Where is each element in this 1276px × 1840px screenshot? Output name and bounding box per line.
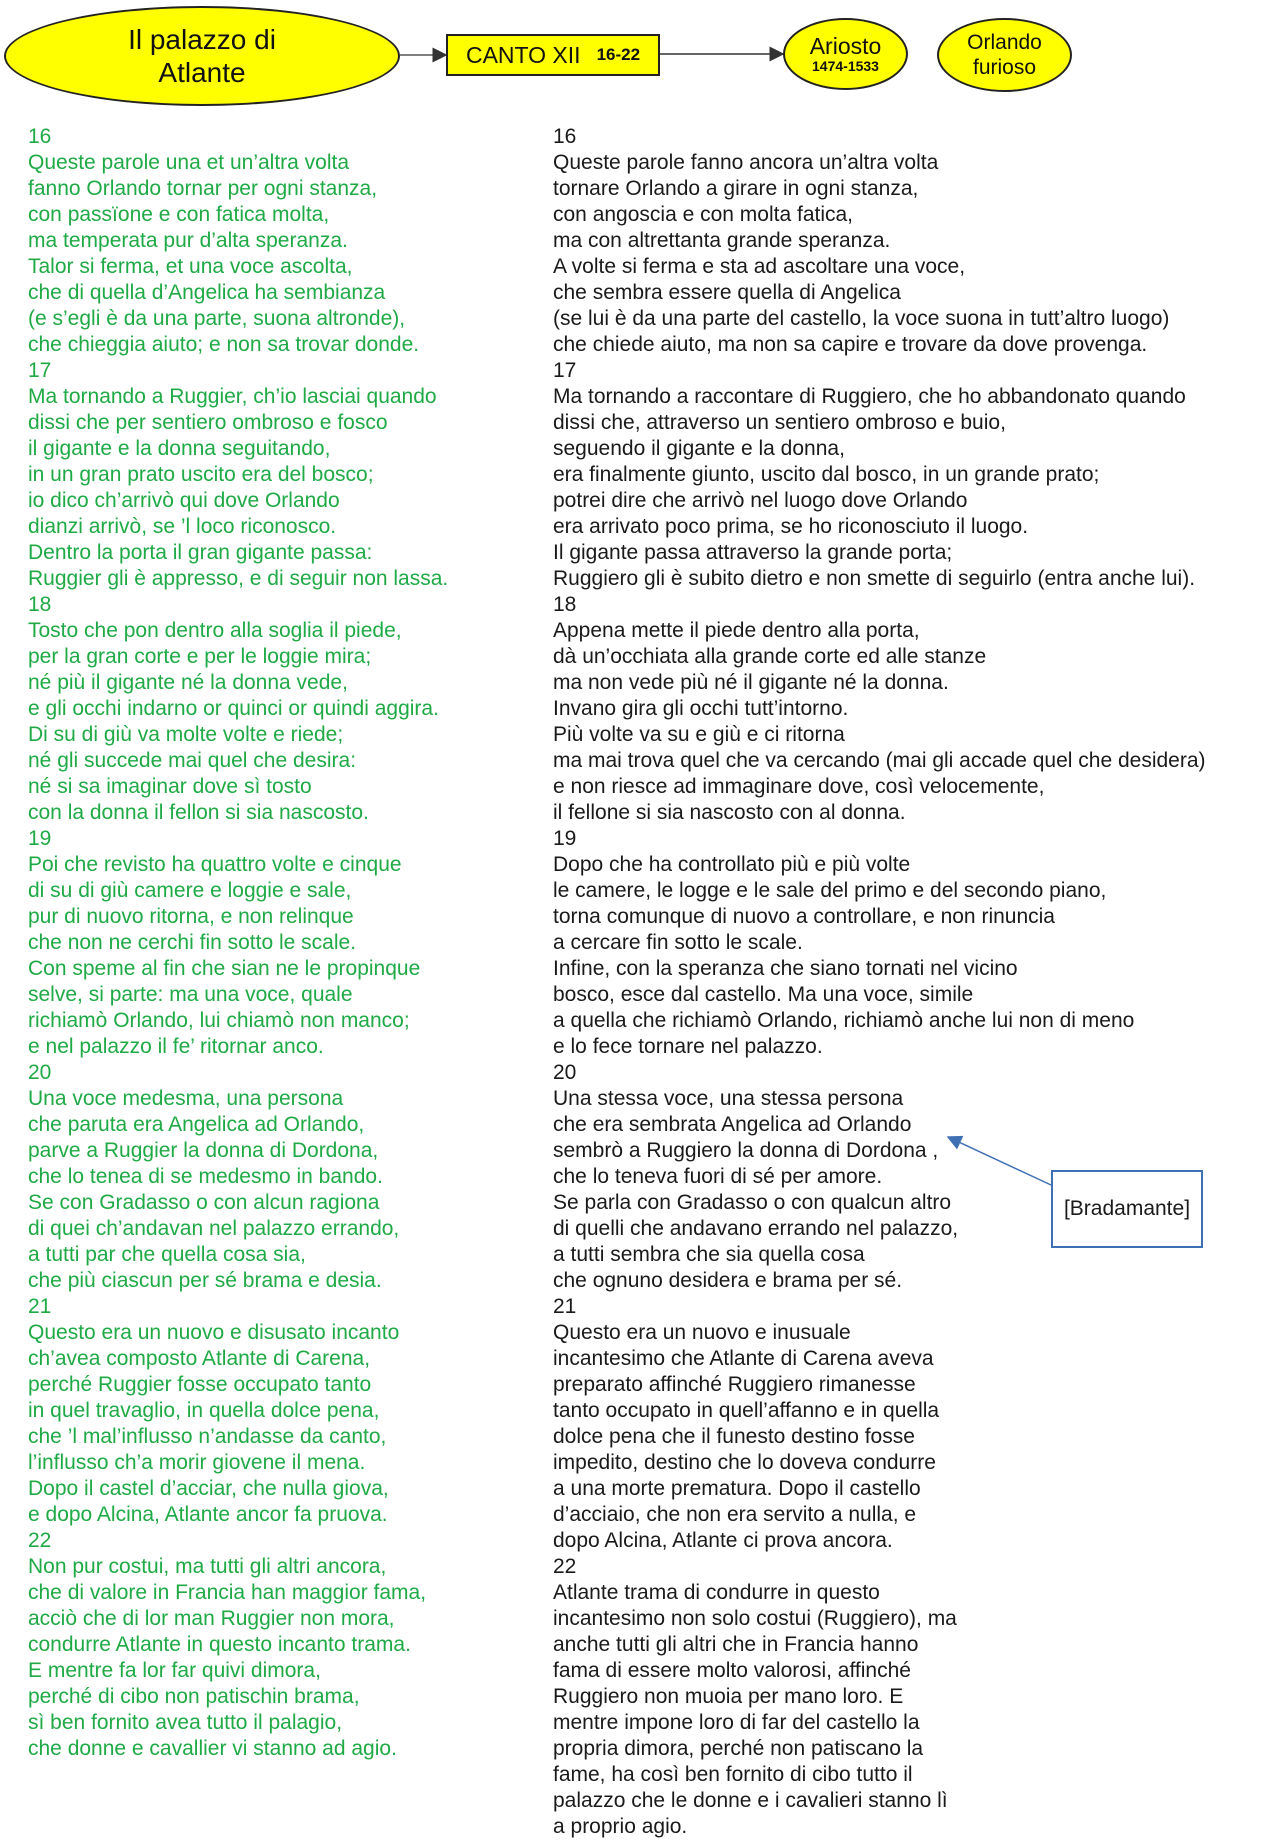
original-verse-line: Una voce medesma, una persona [28, 1087, 344, 1110]
translation-verse-line: preparato affinché Ruggiero rimanesse [553, 1373, 916, 1396]
translation-verse-line: con angoscia e con molta fatica, [553, 203, 854, 226]
original-verse-line: io dico ch’arrivò qui dove Orlando [28, 489, 340, 512]
translation-verse-line: Questo era un nuovo e inusuale [553, 1321, 851, 1344]
translation-verse-line: ma con altrettanta grande speranza. [553, 229, 891, 252]
translation-verse-line: Ruggiero non muoia per mano loro. E [553, 1685, 904, 1708]
translation-verse-line: che sembra essere quella di Angelica [553, 281, 901, 304]
original-verse-line: con la donna il fellon si sia nascosto. [28, 801, 369, 824]
translation-verse-line: mentre impone loro di far del castello la [553, 1711, 920, 1734]
translation-verse-line: Il gigante passa attraverso la grande porta; [553, 541, 953, 564]
translation-stanza-number: 21 [553, 1295, 577, 1318]
original-stanza-number: 17 [28, 359, 52, 382]
original-verse-line: l’influsso ch’a morir giovene il mena. [28, 1451, 366, 1474]
original-verse-line: Se con Gradasso o con alcun ragiona [28, 1191, 380, 1214]
work-line-2: furioso [972, 56, 1037, 79]
original-verse-line: Con speme al fin che sian ne le propinque [28, 957, 421, 980]
original-verse-line: Dentro la porta il gran gigante passa: [28, 541, 373, 564]
translation-verse-line: a una morte prematura. Dopo il castello [553, 1477, 921, 1500]
translation-verse-line: Se parla con Gradasso o con qualcun altro [553, 1191, 952, 1214]
original-verse-line: Questo era un nuovo e disusato incanto [28, 1321, 400, 1344]
translation-verse-line: e lo fece tornare nel palazzo. [553, 1035, 823, 1058]
translation-stanza-number: 17 [553, 359, 577, 382]
original-stanza-number: 19 [28, 827, 52, 850]
translation-verse-line: sembrò a Ruggiero la donna di Dordona , [553, 1139, 939, 1162]
work-oval [937, 18, 1072, 92]
original-verse-line: che paruta era Angelica ad Orlando, [28, 1113, 365, 1136]
translation-verse-line: anche tutti gli altri che in Francia hanno [553, 1633, 919, 1656]
translation-verse-line: di quelli che andavano errando nel palazzo, [553, 1217, 959, 1240]
translation-stanza-number: 20 [553, 1061, 577, 1084]
original-verse-line: in un gran prato uscito era del bosco; [28, 463, 374, 486]
translation-verse-line: a quella che richiamò Orlando, richiamò anche lui non di meno [553, 1009, 1135, 1032]
original-verse-line: e dopo Alcina, Atlante ancor fa pruova. [28, 1503, 388, 1526]
original-stanza-number: 16 [28, 125, 52, 148]
original-verse-line: sì ben fornito avea tutto il palagio, [28, 1711, 343, 1734]
original-verse-line: acciò che di lor man Ruggier non mora, [28, 1607, 395, 1630]
translation-verse-line: Ruggiero gli è subito dietro e non smette di seguirlo (entra anche lui). [553, 567, 1196, 590]
translation-stanza-number: 18 [553, 593, 577, 616]
original-verse-line: selve, si parte: ma una voce, quale [28, 983, 353, 1006]
translation-verse-line: (se lui è da una parte del castello, la voce suona in tutt’altro luogo) [553, 307, 1170, 330]
translation-verse-line: potrei dire che arrivò nel luogo dove Orlando [553, 489, 968, 512]
translation-verse-line: che chiede aiuto, ma non sa capire e trovare da dove provenga. [553, 333, 1148, 356]
translation-verse-line: Atlante trama di condurre in questo [553, 1581, 880, 1604]
translation-stanza-number: 19 [553, 827, 577, 850]
author-oval [783, 18, 908, 90]
original-stanza-number: 21 [28, 1295, 52, 1318]
translation-verse-line: che lo teneva fuori di sé per amore. [553, 1165, 883, 1188]
original-verse-line: perché di cibo non patischin brama, [28, 1685, 360, 1708]
original-verse-line: in quel travaglio, in quella dolce pena, [28, 1399, 380, 1422]
translation-verse-line: dissi che, attraverso un sentiero ombroso e buio, [553, 411, 1006, 434]
original-verse-line: Di su di giù va molte volte e riede; [28, 723, 344, 746]
original-stanza-number: 20 [28, 1061, 52, 1084]
original-verse-line: con passïone e con fatica molta, [28, 203, 330, 226]
translation-text-column [553, 124, 1271, 1840]
original-verse-line: né gli succede mai quel che desira: [28, 749, 357, 772]
translation-verse-line: che era sembrata Angelica ad Orlando [553, 1113, 912, 1136]
original-verse-line: Ma tornando a Ruggier, ch’io lasciai quando [28, 385, 437, 408]
translation-stanza-number: 22 [553, 1555, 577, 1578]
translation-verse-line: fame, ha così ben fornito di cibo tutto il [553, 1763, 913, 1786]
translation-verse-line: incantesimo che Atlante di Carena aveva [553, 1347, 934, 1370]
author-years: 1474-1533 [812, 58, 879, 74]
canto-range: 16-22 [596, 45, 641, 64]
original-verse-line: che di quella d’Angelica ha sembianza [28, 281, 386, 304]
original-verse-line: Dopo il castel d’acciar, che nulla giova, [28, 1477, 389, 1500]
original-verse-line: che lo tenea di se medesmo in bando. [28, 1165, 383, 1188]
original-verse-line: condurre Atlante in questo incanto trama. [28, 1633, 411, 1656]
original-verse-line: a tutti par che quella cosa sia, [28, 1243, 306, 1266]
translation-verse-line: d’acciaio, che non era servito a nulla, e [553, 1503, 917, 1526]
original-stanza-number: 18 [28, 593, 52, 616]
original-verse-line: Talor si ferma, et una voce ascolta, [28, 255, 353, 278]
translation-verse-line: a tutti sembra che sia quella cosa [553, 1243, 865, 1266]
translation-verse-line: Più volte va su e giù e ci ritorna [553, 723, 845, 746]
translation-verse-line: ma non vede più né il gigante né la donna. [553, 671, 949, 694]
title-oval [4, 6, 400, 106]
translation-verse-line: palazzo che le donne e i cavalieri stanno lì [553, 1789, 948, 1812]
title-line-1: Il palazzo di [128, 24, 276, 55]
original-verse-line: dissi che per sentiero ombroso e fosco [28, 411, 388, 434]
translation-verse-line: ma mai trova quel che va cercando (mai gli accade quel che desidera) [553, 749, 1206, 772]
original-verse-line: Ruggier gli è appresso, e di seguir non lassa. [28, 567, 449, 590]
original-verse-line: e gli occhi indarno or quinci or quindi aggira. [28, 697, 439, 720]
translation-verse-line: a proprio agio. [553, 1815, 688, 1838]
work-line-1: Orlando [967, 31, 1042, 54]
original-verse-line: E mentre fa lor far quivi dimora, [28, 1659, 321, 1682]
translation-verse-line: che ognuno desidera e brama per sé. [553, 1269, 903, 1292]
original-verse-line: che chieggia aiuto; e non sa trovar donde. [28, 333, 420, 356]
translation-verse-line: dolce pena che il funesto destino fosse [553, 1425, 915, 1448]
original-verse-line: Tosto che pon dentro alla soglia il piede, [28, 619, 402, 642]
original-verse-line: che più ciascun per sé brama e desia. [28, 1269, 382, 1292]
original-verse-line: di su di giù camere e loggie e sale, [28, 879, 352, 902]
translation-verse-line: fama di essere molto valorosi, affinché [553, 1659, 911, 1682]
translation-verse-line: incantesimo non solo costui (Ruggiero), ma [553, 1607, 957, 1630]
original-verse-line: di quei ch’andavan nel palazzo errando, [28, 1217, 400, 1240]
translation-verse-line: dà un’occhiata alla grande corte ed alle stanze [553, 645, 987, 668]
original-verse-line: parve a Ruggier la donna di Dordona, [28, 1139, 379, 1162]
original-verse-line: che non ne cerchi fin sotto le scale. [28, 931, 357, 954]
translation-verse-line: a cercare fin sotto le scale. [553, 931, 803, 954]
original-verse-line: né si sa imaginar dove sì tosto [28, 775, 312, 798]
title-line-2: Atlante [158, 57, 246, 88]
translation-verse-line: torna comunque di nuovo a controllare, e non rinuncia [553, 905, 1055, 928]
original-verse-line: Poi che revisto ha quattro volte e cinque [28, 853, 402, 876]
translation-verse-line: Invano gira gli occhi tutt’intorno. [553, 697, 849, 720]
original-verse-line: Non pur costui, ma tutti gli altri ancora, [28, 1555, 387, 1578]
original-verse-line: perché Ruggier fosse occupato tanto [28, 1373, 372, 1396]
original-verse-line: pur di nuovo ritorna, e non relinque [28, 905, 354, 928]
original-verse-line: per la gran corte e per le loggie mira; [28, 645, 372, 668]
original-verse-line: ch’avea composto Atlante di Carena, [28, 1347, 371, 1370]
translation-verse-line: Appena mette il piede dentro alla porta, [553, 619, 920, 642]
original-verse-line: che di valore in Francia han maggior fama, [28, 1581, 427, 1604]
canto-box [446, 34, 660, 76]
translation-verse-line: Dopo che ha controllato più e più volte [553, 853, 911, 876]
original-verse-line: che donne e cavallier vi stanno ad agio. [28, 1737, 397, 1760]
original-stanza-number: 22 [28, 1529, 52, 1552]
original-verse-line: né più il gigante né la donna vede, [28, 671, 348, 694]
translation-verse-line: e non riesce ad immaginare dove, così velocemente, [553, 775, 1045, 798]
translation-stanza-number: 16 [553, 125, 577, 148]
author-name: Ariosto [809, 33, 882, 59]
note-label: [Bradamante] [1063, 1197, 1191, 1220]
translation-verse-line: Infine, con la speranza che siano tornati nel vicino [553, 957, 1018, 980]
original-verse-line: Queste parole una et un’altra volta [28, 151, 350, 174]
translation-verse-line: dopo Alcina, Atlante ci prova ancora. [553, 1529, 893, 1552]
translation-verse-line: le camere, le logge e le sale del primo e del secondo piano, [553, 879, 1107, 902]
translation-verse-line: Queste parole fanno ancora un’altra volta [553, 151, 939, 174]
canto-label: CANTO XII [465, 41, 581, 68]
translation-verse-line: era finalmente giunto, uscito dal bosco, in un grande prato; [553, 463, 1100, 486]
original-verse-line: dianzi arrivò, se ’l loco riconosco. [28, 515, 337, 538]
translation-verse-line: Ma tornando a raccontare di Ruggiero, che ho abbandonato quando [553, 385, 1186, 408]
bradamante-note [1051, 1170, 1203, 1248]
translation-verse-line: il fellone si sia nascosto con al donna. [553, 801, 906, 824]
original-verse-line: fanno Orlando tornar per ogni stanza, [28, 177, 378, 200]
original-verse-line: richiamò Orlando, lui chiamò non manco; [28, 1009, 410, 1032]
original-verse-line: e nel palazzo il fe’ ritornar anco. [28, 1035, 324, 1058]
translation-verse-line: A volte si ferma e sta ad ascoltare una voce, [553, 255, 966, 278]
translation-verse-line: tornare Orlando a girare in ogni stanza, [553, 177, 919, 200]
original-text-column [28, 124, 548, 1762]
translation-verse-line: bosco, esce dal castello. Ma una voce, simile [553, 983, 974, 1006]
translation-verse-line: propria dimora, perché non patiscano la [553, 1737, 924, 1760]
original-verse-line: (e s’egli è da una parte, suona altronde), [28, 307, 406, 330]
original-verse-line: il gigante e la donna seguitando, [28, 437, 331, 460]
translation-verse-line: Una stessa voce, una stessa persona [553, 1087, 904, 1110]
translation-verse-line: tanto occupato in quell’affanno e in quella [553, 1399, 940, 1422]
translation-verse-line: impedito, destino che lo doveva condurre [553, 1451, 936, 1474]
original-verse-line: che ’l mal’influsso n’andasse da canto, [28, 1425, 387, 1448]
translation-verse-line: seguendo il gigante e la donna, [553, 437, 845, 460]
original-verse-line: ma temperata pur d’alta speranza. [28, 229, 348, 252]
translation-verse-line: era arrivato poco prima, se ho riconosciuto il luogo. [553, 515, 1029, 538]
